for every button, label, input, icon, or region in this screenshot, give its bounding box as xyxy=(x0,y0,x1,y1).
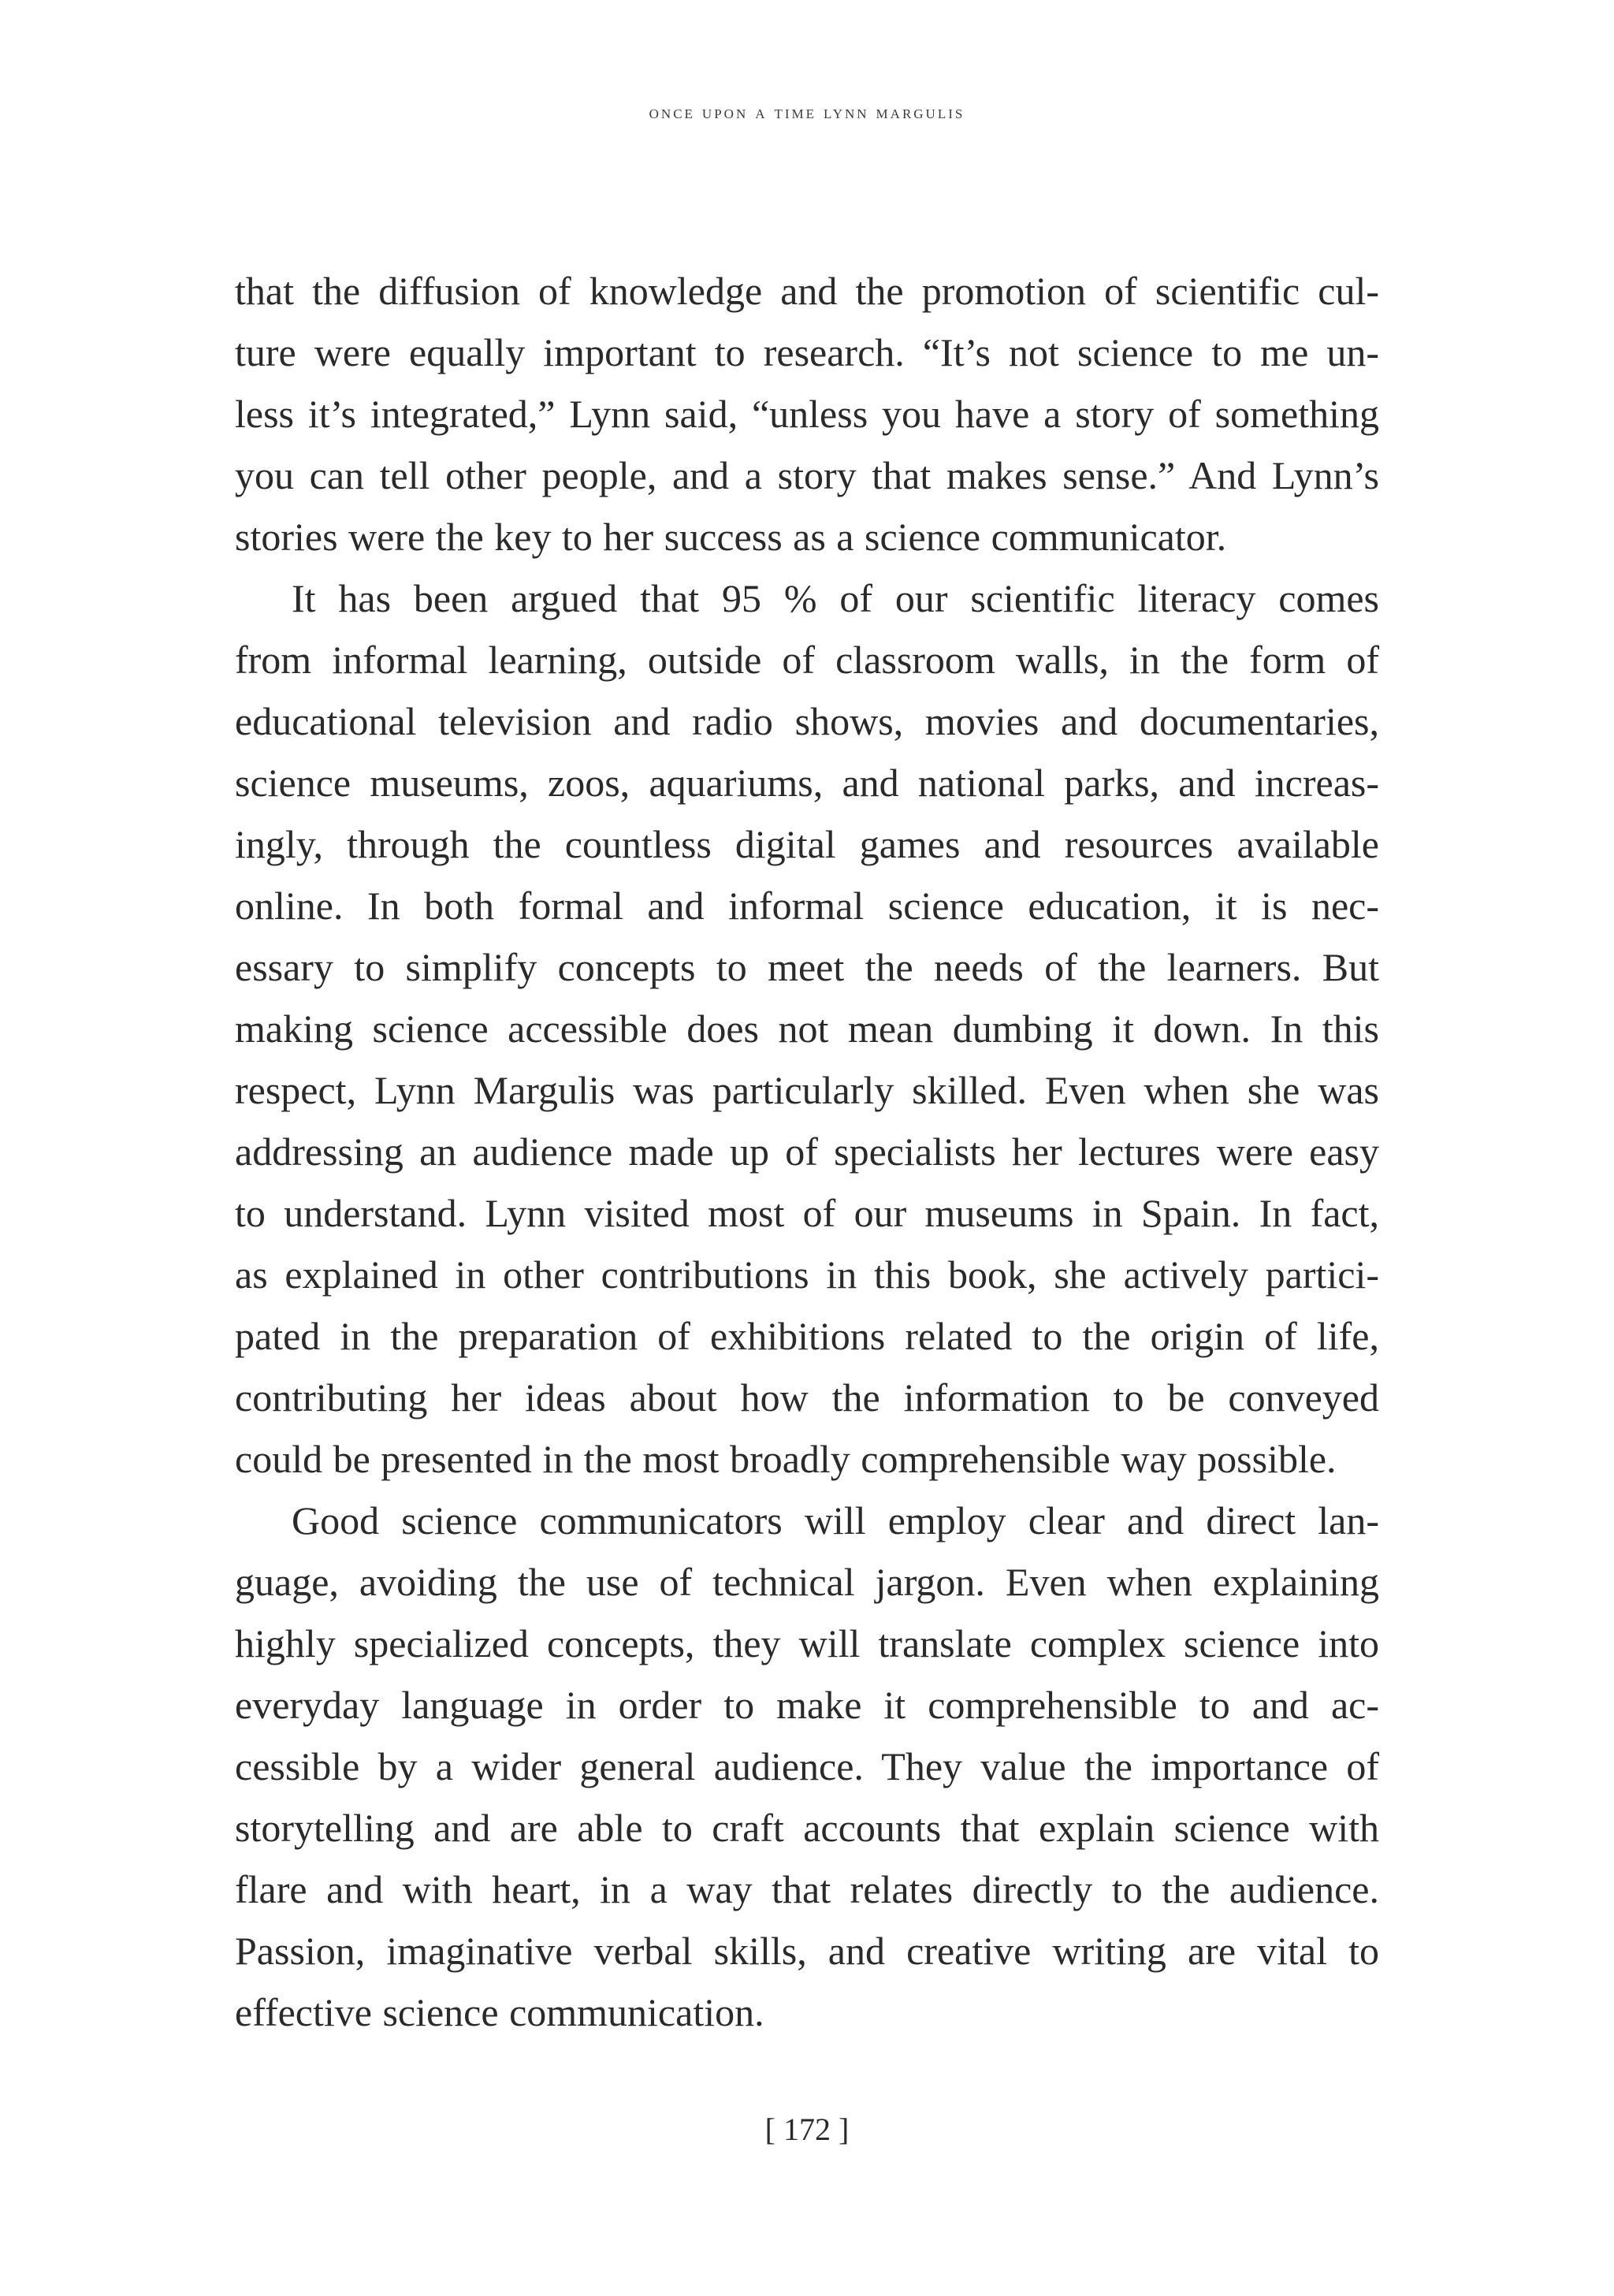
text-line: Good science communicators will employ clear and direct lan- xyxy=(292,1498,1379,1542)
text-line: contributing her ideas about how the information to be conveyed xyxy=(235,1375,1379,1420)
text-line: could be presented in the most broadly comprehensible way possible. xyxy=(235,1437,1337,1481)
text-line: online. In both formal and informal science education, it is nec- xyxy=(235,884,1379,928)
text-line: you can tell other people, and a story that makes sense.” And Lynn’s xyxy=(235,453,1379,497)
text-line: to understand. Lynn visited most of our museums in Spain. In fact, xyxy=(235,1191,1379,1235)
page-number: [ 172 ] xyxy=(764,2112,850,2147)
text-line: Passion, imaginative verbal skills, and creative writing are vital to xyxy=(235,1929,1379,1973)
text-line: guage, avoiding the use of technical jargon. Even when explaining xyxy=(235,1560,1379,1604)
text-line: effective science communication. xyxy=(235,1990,764,2034)
text-line: stories were the key to her success as a science communicator. xyxy=(235,515,1227,559)
text-line: cessible by a wider general audience. They value the importance of xyxy=(235,1744,1379,1788)
text-line: addressing an audience made up of specialists her lectures were easy xyxy=(235,1129,1379,1174)
paragraph-1 xyxy=(235,260,1379,567)
text-line: as explained in other contributions in this book, she actively partici- xyxy=(235,1252,1379,1297)
text-line: storytelling and are able to craft accounts that explain science with xyxy=(235,1806,1379,1850)
paragraph-2 xyxy=(235,567,1379,1490)
text-line: science museums, zoos, aquariums, and national parks, and increas- xyxy=(235,761,1379,805)
text-line: everyday language in order to make it comprehensible to and ac- xyxy=(235,1683,1379,1727)
running-head: once upon a time lynn margulis xyxy=(649,102,965,123)
text-line: It has been argued that 95 % of our scientific literacy comes xyxy=(292,576,1379,620)
text-line: that the diffusion of knowledge and the promotion of scientific cul- xyxy=(235,269,1379,313)
text-line: less it’s integrated,” Lynn said, “unless you have a story of something xyxy=(235,392,1379,436)
text-line: pated in the preparation of exhibitions related to the origin of life, xyxy=(235,1314,1379,1358)
text-line: flare and with heart, in a way that relates directly to the audience. xyxy=(235,1867,1379,1911)
text-line: ingly, through the countless digital games and resources available xyxy=(235,822,1379,866)
text-line: from informal learning, outside of classroom walls, in the form of xyxy=(235,638,1379,682)
body-text xyxy=(235,260,1379,2043)
text-line: respect, Lynn Margulis was particularly skilled. Even when she was xyxy=(235,1068,1379,1112)
paragraph-3 xyxy=(235,1490,1379,2043)
text-line: making science accessible does not mean dumbing it down. In this xyxy=(235,1007,1379,1051)
text-line: ture were equally important to research. “It’s not science to me un- xyxy=(235,330,1379,374)
text-line: essary to simplify concepts to meet the needs of the learners. But xyxy=(235,945,1379,989)
text-line: highly specialized concepts, they will translate complex science into xyxy=(235,1621,1379,1665)
text-line: educational television and radio shows, movies and documentaries, xyxy=(235,699,1379,743)
